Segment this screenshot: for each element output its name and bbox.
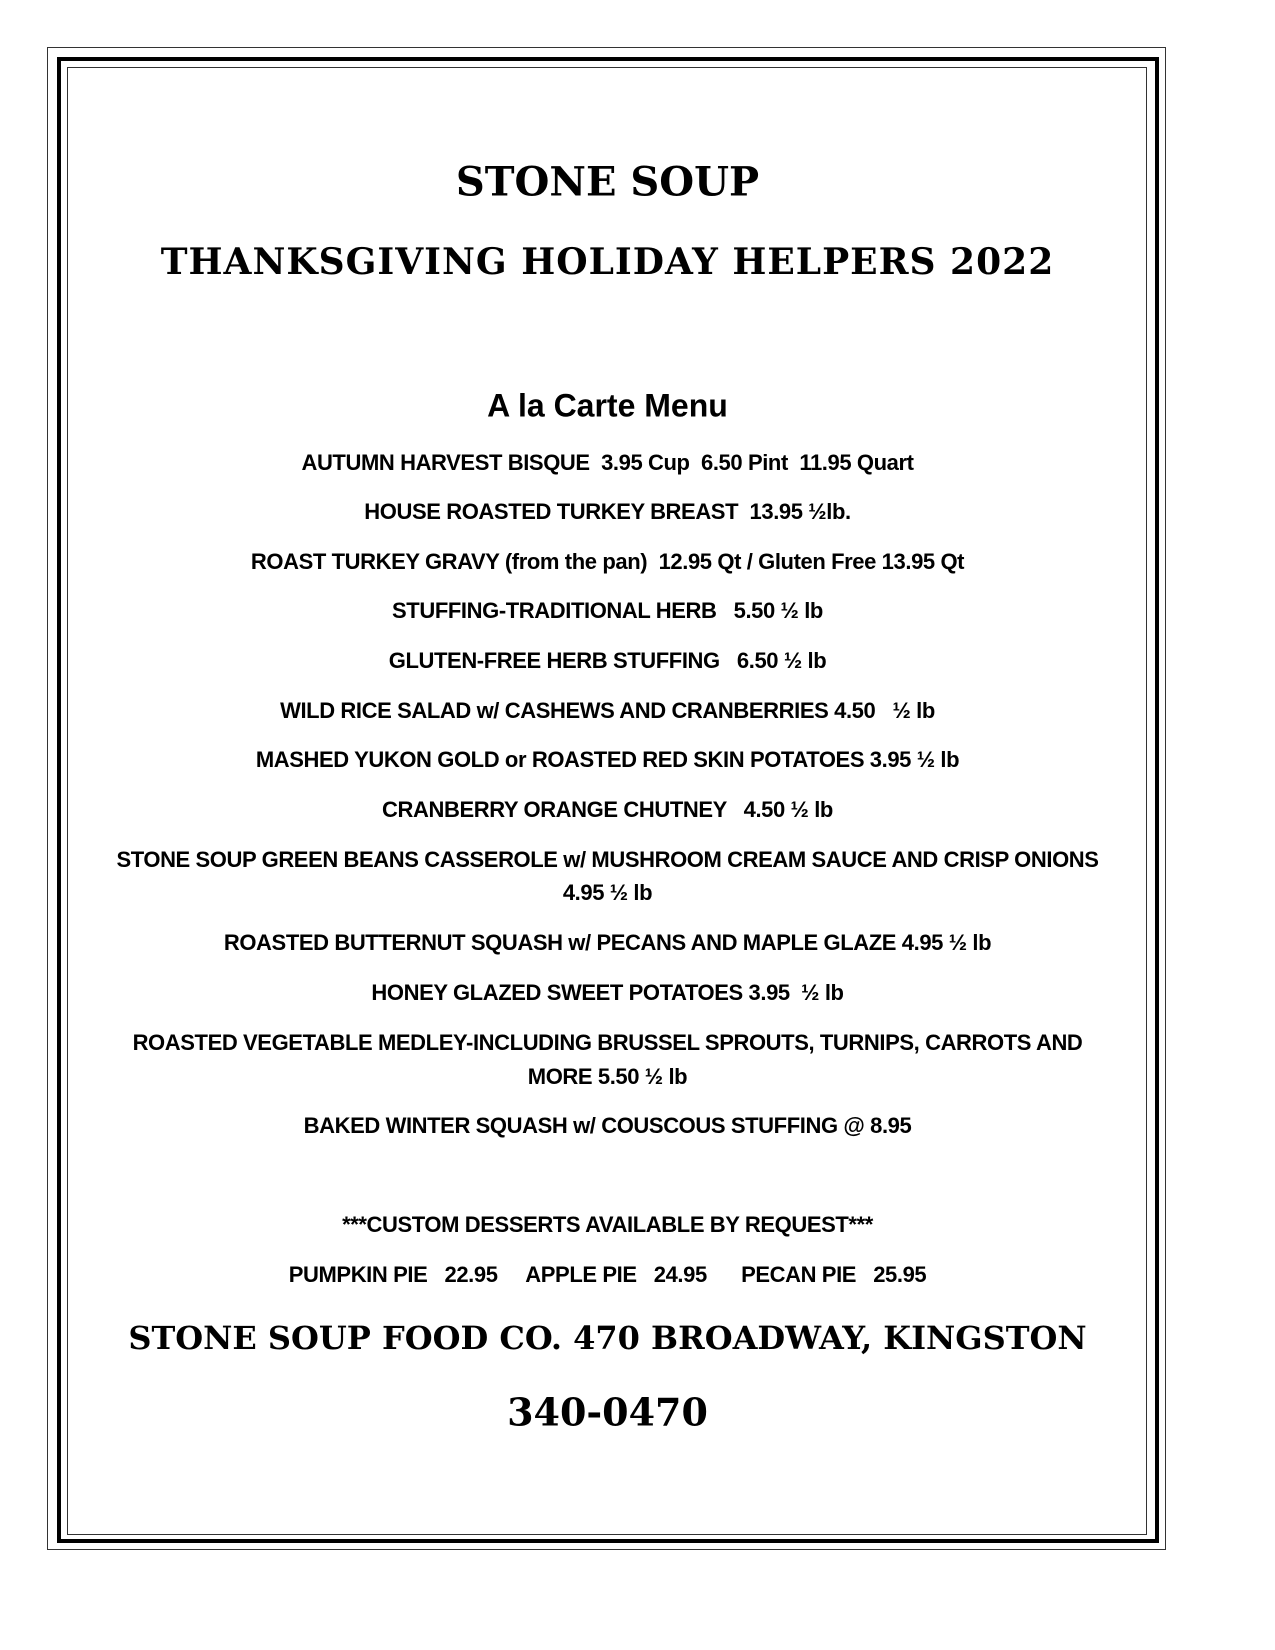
menu-heading: A la Carte Menu (487, 387, 728, 424)
menu-item: ROAST TURKEY GRAVY (from the pan) 12.95 Qt / Gluten Free 13.95 Qt (250, 549, 965, 574)
menu-item: ROASTED VEGETABLE MEDLEY-INCLUDING BRUSSEL SPROUTS, TURNIPS, CARROTS AND (132, 1030, 1083, 1055)
menu-item: AUTUMN HARVEST BISQUE 3.95 Cup 6.50 Pint 11.95 Quart (301, 450, 914, 475)
pie-prices: PUMPKIN PIE 22.95 APPLE PIE 24.95 PECAN PIE 25.95 (288, 1262, 927, 1287)
menu-item: BAKED WINTER SQUASH w/ COUSCOUS STUFFING @ 8.95 (303, 1113, 912, 1138)
footer-phone: 340-0470 (507, 1389, 708, 1435)
menu-item: WILD RICE SALAD w/ CASHEWS AND CRANBERRIES 4.50 ½ lb (280, 698, 935, 723)
menu-item: STONE SOUP GREEN BEANS CASSEROLE w/ MUSHROOM CREAM SAUCE AND CRISP ONIONS (116, 847, 1099, 872)
menu-item: CRANBERRY ORANGE CHUTNEY 4.50 ½ lb (382, 797, 833, 822)
menu-item-continued: 4.95 ½ lb (562, 880, 653, 905)
page-subtitle: THANKSGIVING HOLIDAY HELPERS 2022 (160, 241, 1055, 283)
menu-item: STUFFING-TRADITIONAL HERB 5.50 ½ lb (392, 598, 823, 623)
menu-item: MASHED YUKON GOLD or ROASTED RED SKIN POTATOES 3.95 ½ lb (255, 747, 960, 772)
menu-item: ROASTED BUTTERNUT SQUASH w/ PECANS AND MAPLE GLAZE 4.95 ½ lb (223, 930, 992, 955)
menu-item: HOUSE ROASTED TURKEY BREAST 13.95 ½lb. (364, 499, 851, 524)
menu-item-continued: MORE 5.50 ½ lb (527, 1064, 688, 1089)
desserts-note: ***CUSTOM DESSERTS AVAILABLE BY REQUEST*** (342, 1212, 873, 1237)
footer-address: STONE SOUP FOOD CO. 470 BROADWAY, KINGSTON (128, 1319, 1087, 1357)
menu-item: GLUTEN-FREE HERB STUFFING 6.50 ½ lb (388, 648, 827, 673)
page-title: STONE SOUP (455, 158, 760, 206)
menu-item: HONEY GLAZED SWEET POTATOES 3.95 ½ lb (371, 980, 844, 1005)
